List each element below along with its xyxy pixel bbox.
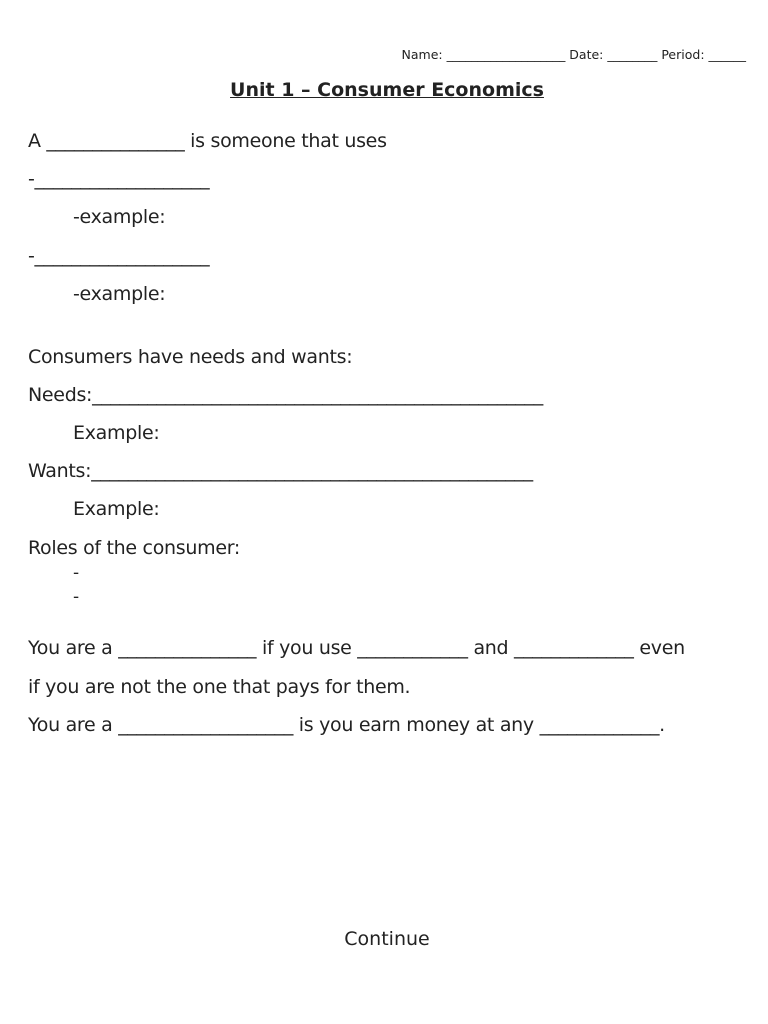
consumer-blank-2: -___________________ [28,245,210,267]
page-title: Unit 1 – Consumer Economics [230,79,544,101]
needs-wants-intro: Consumers have needs and wants: [28,346,353,368]
consumer-definition: A _______________ is someone that uses [28,130,387,152]
wants-line: Wants:________________________________________________ [28,460,533,482]
roles-heading: Roles of the consumer: [28,537,240,559]
roles-item: - [73,587,80,607]
wants-example: Example: [73,498,160,520]
fill-in-sentence-2: You are a ___________________ is you earn money at any _____________. [28,714,665,736]
needs-line: Needs:_________________________________________________ [28,384,543,406]
fill-in-sentence-1-line-2: if you are not the one that pays for them. [28,676,411,698]
fill-in-sentence-1-line-1: You are a _______________ if you use ____________ and _____________ even [28,637,685,659]
consumer-example-2: -example: [73,283,166,305]
consumer-example-1: -example: [73,206,166,228]
needs-example: Example: [73,422,160,444]
roles-item: - [73,563,80,583]
consumer-blank-1: -___________________ [28,168,210,190]
continue-label: Continue [344,928,430,950]
student-info-line: Name: ___________________ Date: ________ Period: ______ [401,47,746,62]
